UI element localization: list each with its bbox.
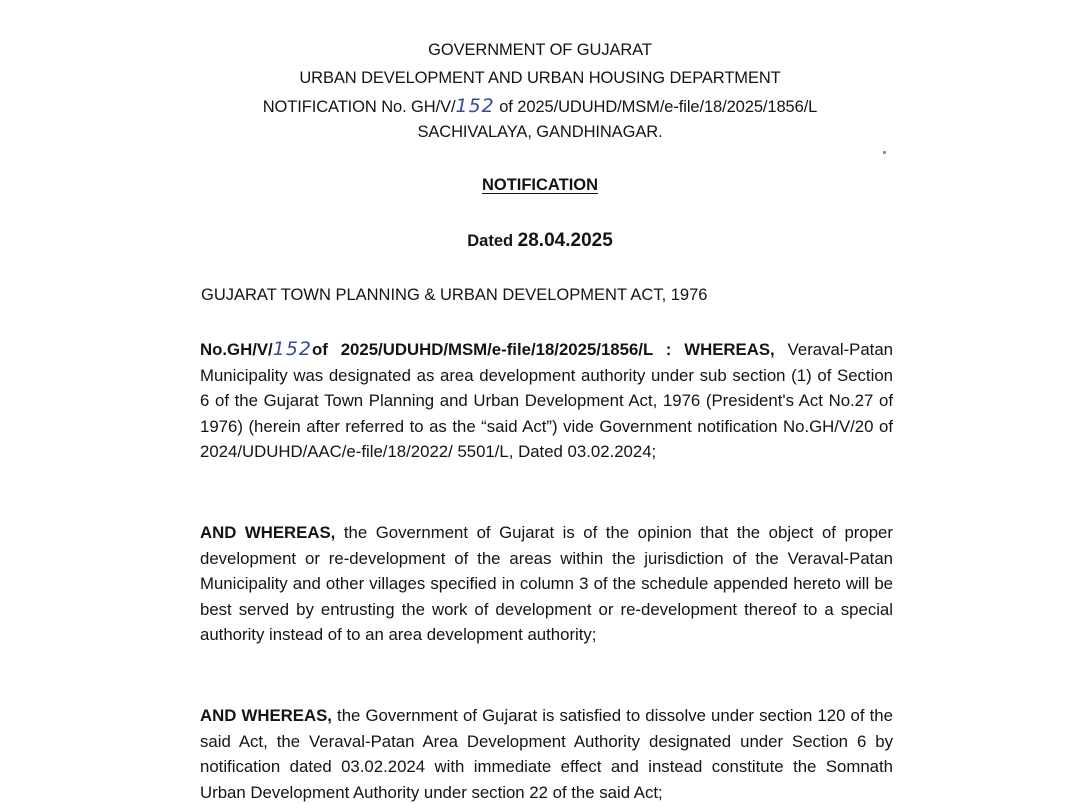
notification-title-text: NOTIFICATION (481, 176, 599, 194)
handwritten-number: 152 (455, 95, 495, 117)
paragraph-text: the Government of Gujarat is of the opinion that the object of proper development or re-development of the areas within the jurisdiction of the Veraval-Patan Municipality and other villages specified in column 3 of the schedule appended hereto will be best served by entrusting the work of development or re-development thereof to a special authority instead of to an area development authority; (200, 523, 893, 644)
header-government: GOVERNMENT OF GUJARAT (428, 41, 652, 59)
notification-number-prefix: NOTIFICATION No. GH/V/ (262, 98, 456, 116)
header-notification-number (0, 95, 1080, 117)
paragraph-whereas-2 (200, 520, 893, 648)
header-location: SACHIVALAYA, GANDHINAGAR. (417, 123, 663, 141)
dated-date: 28.04.2025 (517, 230, 613, 251)
notification-title (0, 176, 1080, 195)
paragraph-whereas-3 (200, 703, 893, 805)
paragraph-text: the Government of Gujarat is satisfied to dissolve under section 120 of the said Act, the Veraval-Patan Area Development Authority designated under Section 6 by notification dated 03.02.2024 with immediate effect and instead constitute the Somnath Urban Development Authority under section 22 of the said Act; (200, 706, 893, 802)
reference-suffix: of 2025/UDUHD/MSM/e-file/18/2025/1856/L : WHEREAS, (312, 340, 775, 359)
paragraph-lead: AND WHEREAS, (200, 523, 336, 542)
notification-number-suffix: of 2025/UDUHD/MSM/e-file/18/2025/1856/L (494, 98, 818, 116)
paragraph-text: Veraval-Patan Municipality was designated as area development authority under sub section (1) of Section 6 of the Gujarat Town Planning and Urban Development Act, 1976 (President's Act No.27 of 1976) (herein after referred to as the “said Act”) vide Government notification No.GH/V/20 of 2024/UDUHD/AAC/e-file/18/2022/ 5501/L, Dated 03.02.2024; (200, 340, 894, 461)
dated-label: Dated (467, 232, 518, 250)
act-title: GUJARAT TOWN PLANNING & URBAN DEVELOPMENT ACT, 1976 (201, 286, 708, 304)
handwritten-number: 152 (272, 338, 312, 360)
scan-speck (883, 151, 886, 154)
paragraph-whereas-1 (200, 337, 893, 465)
paragraph-lead: AND WHEREAS, (200, 706, 332, 725)
dated-line (0, 230, 1080, 252)
reference-prefix: No.GH/V/ (200, 340, 273, 359)
header-department: URBAN DEVELOPMENT AND URBAN HOUSING DEPARTMENT (299, 69, 781, 87)
